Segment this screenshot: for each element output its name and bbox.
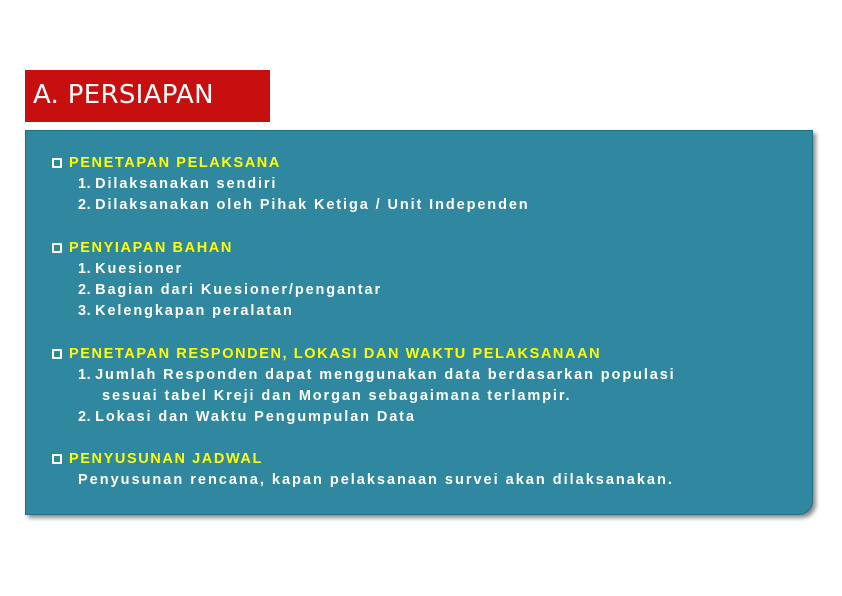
section-penyusunan-jadwal — [52, 448, 674, 491]
list-item — [52, 195, 530, 216]
item-text: Dilaksanakan oleh Pihak Ketiga / Unit Independen — [95, 197, 530, 213]
item-text: Kelengkapan peralatan — [95, 303, 294, 319]
section-heading — [52, 152, 530, 174]
item-text: Bagian dari Kuesioner/pengantar — [95, 282, 383, 298]
list-item — [52, 280, 382, 301]
heading-text: PENYUSUNAN JADWAL — [69, 451, 263, 467]
heading-text: PENETAPAN PELAKSANA — [69, 155, 281, 171]
checkbox-bullet-icon — [52, 454, 62, 464]
section-penyiapan-bahan — [52, 237, 382, 322]
section-heading — [52, 448, 674, 470]
item-text: Dilaksanakan sendiri — [95, 176, 278, 192]
checkbox-bullet-icon — [52, 243, 62, 253]
checkbox-bullet-icon — [52, 158, 62, 168]
section-penetapan-responden — [52, 343, 676, 428]
item-number: 1. — [78, 367, 92, 383]
list-item-continuation — [52, 386, 676, 407]
list-item — [52, 259, 382, 280]
list-item — [52, 301, 382, 322]
list-item — [52, 365, 676, 386]
item-number: 1. — [78, 176, 92, 192]
item-text: sesuai tabel Kreji dan Morgan sebagaimana terlampir. — [102, 388, 572, 404]
list-item — [52, 174, 530, 195]
section-heading — [52, 343, 676, 365]
checkbox-bullet-icon — [52, 349, 62, 359]
section-heading — [52, 237, 382, 259]
paragraph-text: Penyusunan rencana, kapan pelaksanaan survei akan dilaksanakan. — [78, 472, 674, 488]
item-number: 3. — [78, 303, 92, 319]
item-number: 2. — [78, 282, 92, 298]
heading-text: PENYIAPAN BAHAN — [69, 240, 233, 256]
item-number: 1. — [78, 261, 92, 277]
section-penetapan-pelaksana — [52, 152, 530, 216]
section-title: A. PERSIAPAN — [25, 70, 270, 122]
item-number: 2. — [78, 197, 92, 213]
heading-text: PENETAPAN RESPONDEN, LOKASI DAN WAKTU PELAKSANAAN — [69, 346, 602, 362]
item-text: Jumlah Responden dapat menggunakan data berdasarkan populasi — [95, 367, 676, 383]
item-number: 2. — [78, 409, 92, 425]
item-text: Kuesioner — [95, 261, 184, 277]
list-item — [52, 407, 676, 428]
content-panel — [25, 130, 813, 515]
item-text: Lokasi dan Waktu Pengumpulan Data — [95, 409, 416, 425]
